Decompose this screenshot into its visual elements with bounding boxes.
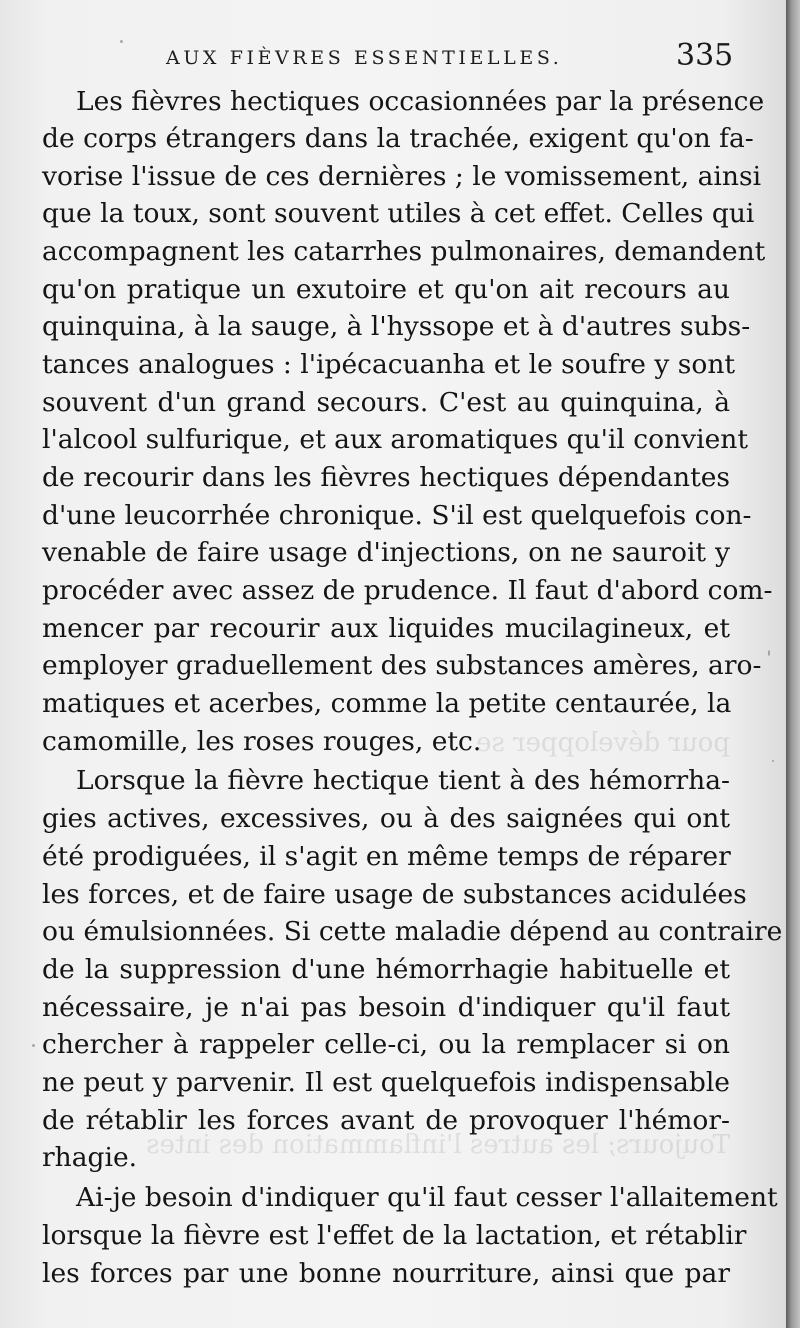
text-line: rhagie. bbox=[42, 1142, 138, 1173]
text-line: d'une leucorrhée chronique. S'il est quelquefois con- bbox=[42, 500, 752, 531]
text-line: accompagnent les catarrhes pulmonaires, demandent bbox=[42, 236, 766, 267]
paper-speck bbox=[768, 650, 770, 656]
text-line: camomille, les roses rouges, etc. bbox=[42, 726, 482, 757]
text-line: vorise l'issue de ces dernières ; le vomissement, ainsi bbox=[42, 161, 762, 192]
text-line: Ai-je besoin d'indiquer qu'il faut cesser l'allaitement bbox=[76, 1182, 778, 1213]
text-line: lorsque la fièvre est l'effet de la lactation, et rétablir bbox=[42, 1220, 747, 1251]
running-title: AUX FIÈVRES ESSENTIELLES. bbox=[166, 47, 563, 69]
paper-speck bbox=[32, 1044, 35, 1047]
page-number: 335 bbox=[676, 38, 734, 73]
text-line: qu'on pratique un exutoire et qu'on ait recours au bbox=[42, 274, 730, 305]
text-line: Les fièvres hectiques occasionnées par la présence bbox=[76, 86, 765, 117]
text-line: été prodiguées, il s'agit en même temps de réparer bbox=[42, 841, 731, 872]
text-line: ou émulsionnées. Si cette maladie dépend au contraire bbox=[42, 916, 783, 947]
page-edge-shadow bbox=[786, 0, 800, 1328]
text-line: mencer par recourir aux liquides mucilagineux, et bbox=[42, 613, 730, 644]
bleed-through-text: pour développer se bbox=[476, 728, 730, 758]
text-line: Lorsque la fièvre hectique tient à des hémorrha- bbox=[76, 765, 730, 796]
paper-speck bbox=[772, 760, 774, 762]
text-line: tances analogues : l'ipécacuanha et le soufre y sont bbox=[42, 349, 736, 380]
text-line: les forces, et de faire usage de substances acidulées bbox=[42, 879, 747, 910]
text-line: souvent d'un grand secours. C'est au quinquina, à bbox=[42, 387, 730, 418]
text-line: ne peut y parvenir. Il est quelquefois indispensable bbox=[42, 1067, 730, 1098]
text-line: l'alcool sulfurique, et aux aromatiques qu'il convient bbox=[42, 424, 749, 455]
text-line: de corps étrangers dans la trachée, exigent qu'on fa- bbox=[42, 123, 754, 154]
bleed-through-text: Toujours; les autres l'inflammation des intes bbox=[146, 1130, 730, 1160]
text-line: procéder avec assez de prudence. Il faut d'abord com- bbox=[42, 575, 773, 606]
text-line: gies actives, excessives, ou à des saignées qui ont bbox=[42, 803, 730, 834]
text-line: venable de faire usage d'injections, on ne sauroit y bbox=[42, 537, 730, 568]
text-line: les forces par une bonne nourriture, ainsi que par bbox=[42, 1258, 730, 1289]
text-line: matiques et acerbes, comme la petite centaurée, la bbox=[42, 688, 732, 719]
text-line: de la suppression d'une hémorrhagie habituelle et bbox=[42, 954, 730, 985]
text-line: nécessaire, je n'ai pas besoin d'indiquer qu'il faut bbox=[42, 992, 730, 1023]
text-line: employer graduellement des substances amères, aro- bbox=[42, 650, 762, 681]
text-line: de rétablir les forces avant de provoquer l'hémor- bbox=[42, 1105, 730, 1136]
text-line: de recourir dans les fièvres hectiques dépendantes bbox=[42, 462, 730, 493]
text-line: chercher à rappeler celle-ci, ou la remplacer si on bbox=[42, 1029, 730, 1060]
text-line: que la toux, sont souvent utiles à cet effet. Celles qui bbox=[42, 198, 755, 229]
text-line: quinquina, à la sauge, à l'hyssope et à d'autres subs- bbox=[42, 311, 751, 342]
paper-speck bbox=[120, 40, 123, 43]
